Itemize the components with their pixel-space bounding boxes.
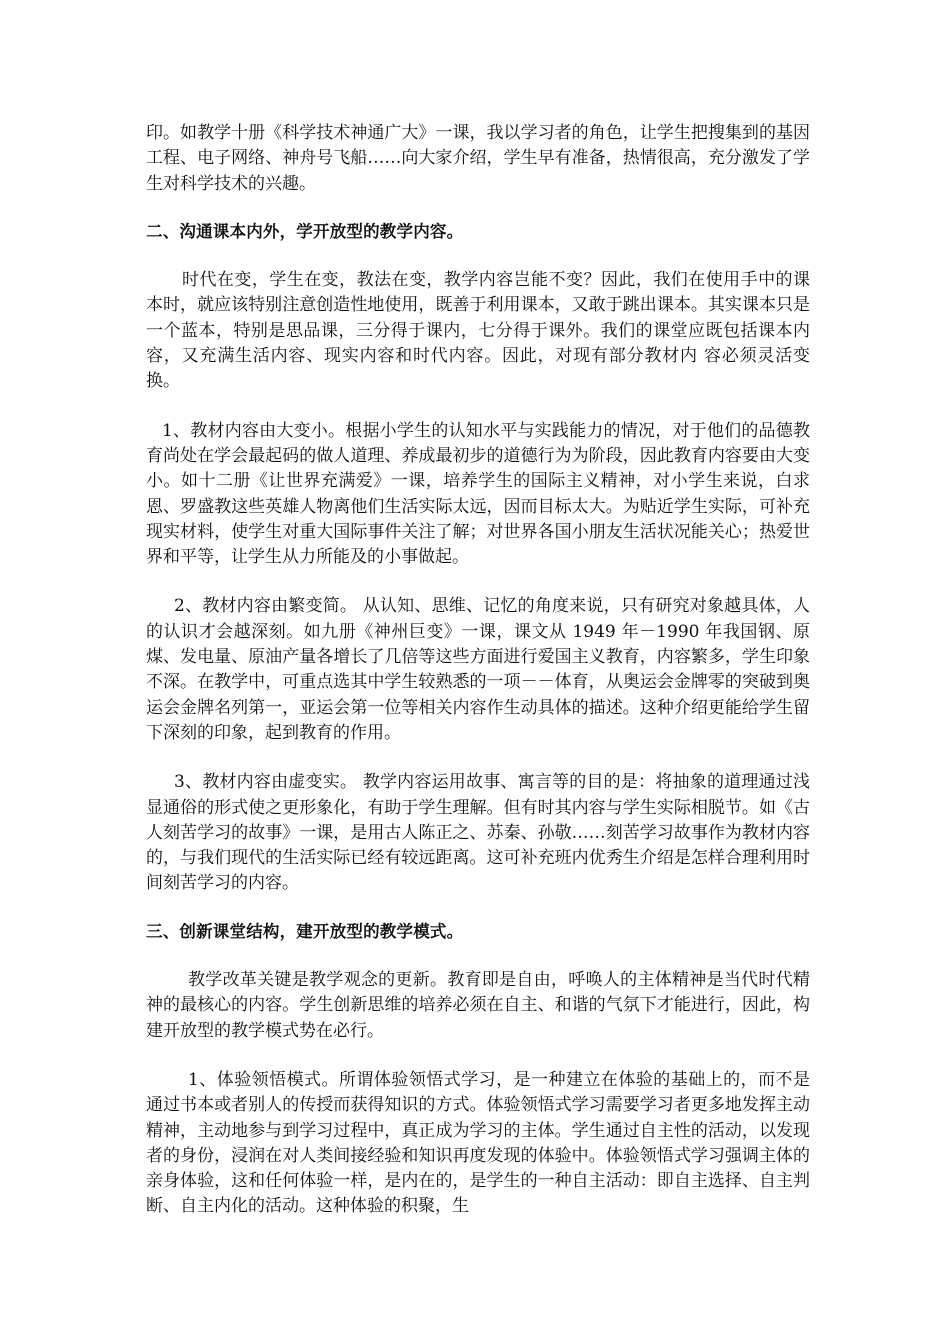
- paragraph-mode-1: 1、体验领悟模式。所谓体验领悟式学习，是一种建立在体验的基础上的，而不是通过书本或者别人的传授而获得知识的方式。体验领悟式学习需要学习者更多地发挥主动精神，主动地参与到学习过程中，真正成为学习的主体。学生通过自主性的活动，以发现者的身份，浸润在对人类间接经验和知识再度发现的体验中。体验领悟式学习强调主体的亲身体验，这和任何体验一样，是内在的，是学生的一种自主活动：即自主选择、自主判断、自主内化的活动。这种体验的积聚，生: [146, 1069, 810, 1217]
- document-body: [146, 121, 810, 1220]
- paragraph-intro: 印。如教学十册《科学技术神通广大》一课，我以学习者的角色，让学生把搜集到的基因工程、电子网络、神舟号飞船……向大家介绍，学生早有准备，热情很高，充分激发了学生对科学技术的兴趣。: [146, 123, 810, 194]
- paragraph-section3-intro: 教学改革关键是教学观念的更新。教育即是自由，呼唤人的主体精神是当代时代精神的最核心的内容。学生创新思维的培养必须在自主、和谐的气氛下才能进行，因此，构建开放型的教学模式势在必行。: [146, 970, 810, 1041]
- section-heading-2: 二、沟通课本内外，学开放型的教学内容。: [146, 221, 464, 241]
- paragraph-item-1: 1、教材内容由大变小。根据小学生的认知水平与实践能力的情况，对于他们的品德教育尚处在学会最起码的做人道理、养成最初步的道德行为为阶段，因此教育内容要由大变小。如十二册《让世界充满爱》一课，培养学生的国际主义精神，对小学生来说，白求恩、罗盛教这些英雄人物离他们生活实际太远，因而目标太大。为贴近学生实际，可补充现实材料，使学生对重大国际事件关注了解；对世界各国小朋友生活状况能关心；热爱世界和平等，让学生从力所能及的小事做起。: [146, 420, 810, 568]
- paragraph-item-3: 3、教材内容由虚变实。 教学内容运用故事、寓言等的目的是：将抽象的道理通过浅显通俗的形式使之更形象化，有助于学生理解。但有时其内容与学生实际相脱节。如《古人刻苦学习的故事》一课，是用古人陈正之、苏秦、孙敬……刻苦学习故事作为教材内容的，与我们现代的生活实际已经有较远距离。这可补充班内优秀生介绍是怎样合理利用时间刻苦学习的内容。: [146, 772, 810, 894]
- paragraph-section2-intro: 时代在变，学生在变，教法在变，教学内容岂能不变？因此，我们在使用手中的课本时，就应该特别注意创造性地使用，既善于利用课本，又敢于跳出课本。其实课本只是一个蓝本，特别是思品课，三分得于课内，七分得于课外。我们的课堂应既包括课本内容，又充满生活内容、现实内容和时代内容。因此，对现有部分教材内 容必须灵活变换。: [146, 270, 810, 392]
- section-heading-3: 三、创新课堂结构，建开放型的教学模式。: [146, 921, 464, 941]
- paragraph-item-2: 2、教材内容由繁变简。 从认知、思维、记忆的角度来说，只有研究对象越具体，人的认识才会越深刻。如九册《神州巨变》一课，课文从 1949 年－1990 年我国钢、原煤、发电量、原油产量各增长了几倍等这些方面进行爱国主义教育，内容繁多，学生印象不深。在教学中，可重点选其中学生较熟悉的一项－－体育，从奥运会金牌零的突破到奥运会金牌名列第一，亚运会第一位等相关内容作生动具体的描述。这种介绍更能给学生留下深刻的印象，起到教育的作用。: [146, 596, 810, 743]
